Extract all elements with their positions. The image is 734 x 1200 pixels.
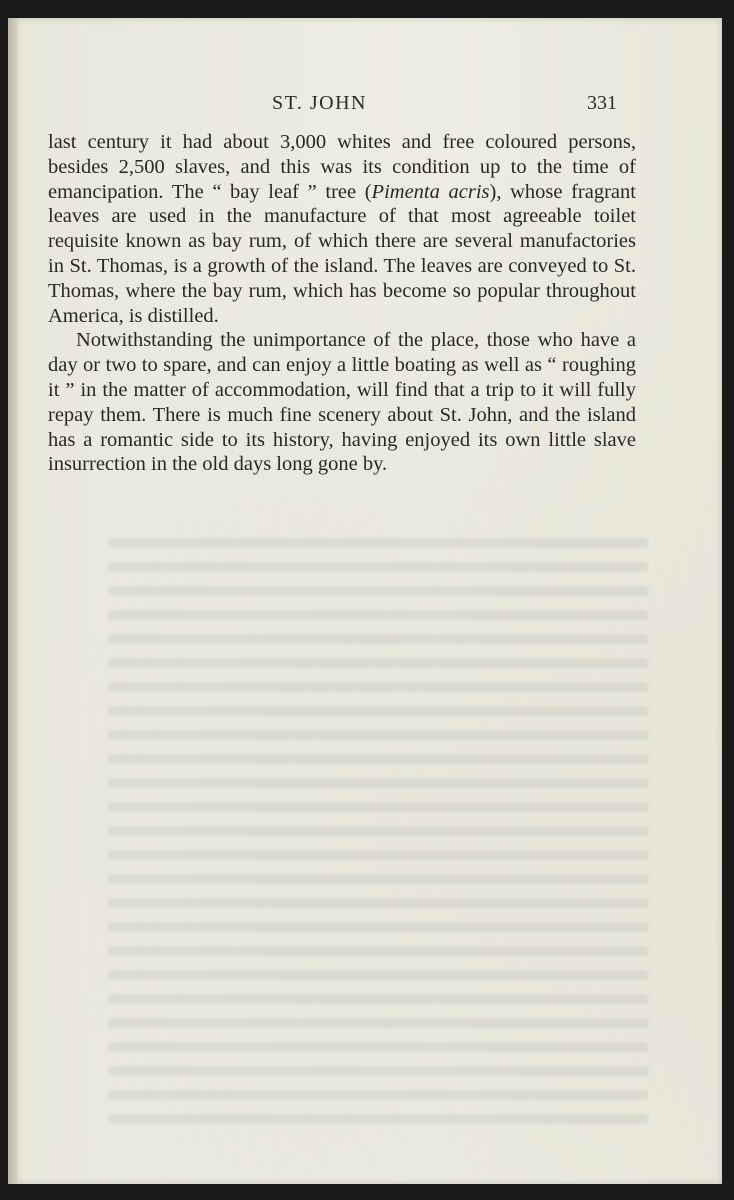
running-head: ST. JOHN (272, 92, 367, 114)
paragraph-2: Notwithstanding the unimportance of the place, those who have a day or two to spare, and can enjoy a little boating as well as “ roughing it ” in the matter of accommodation, will find that a trip to it will fully repay them. There is much fine scenery about St. John, and the island has a romantic side to its history, having enjoyed its own little slave insurrection in the old days long gone by. (48, 329, 636, 476)
paragraph-1-text-a: last century it had about 3,000 whites and free coloured persons, besides 2,500 slaves, and this was its condition up to the time of emancipation. The “ bay leaf ” tree ( (48, 131, 636, 203)
page-header (8, 92, 722, 122)
page-spine-edge (8, 18, 18, 1184)
body-text (48, 130, 636, 477)
book-page (8, 18, 722, 1184)
page-number: 331 (587, 92, 617, 114)
species-name: Pimenta acris (371, 180, 490, 203)
show-through-text (108, 538, 648, 1138)
paragraph-1-text-b: ), whose fragrant leaves are used in the manufacture of that most agreeable toilet requisite known as bay rum, of which there are several manufactories in St. Thomas, is a growth of the island. The leaves are conveyed to St. Thomas, where the bay rum, which has become so popular throughout America, is distilled. (48, 180, 636, 327)
paragraph-1 (48, 130, 636, 328)
